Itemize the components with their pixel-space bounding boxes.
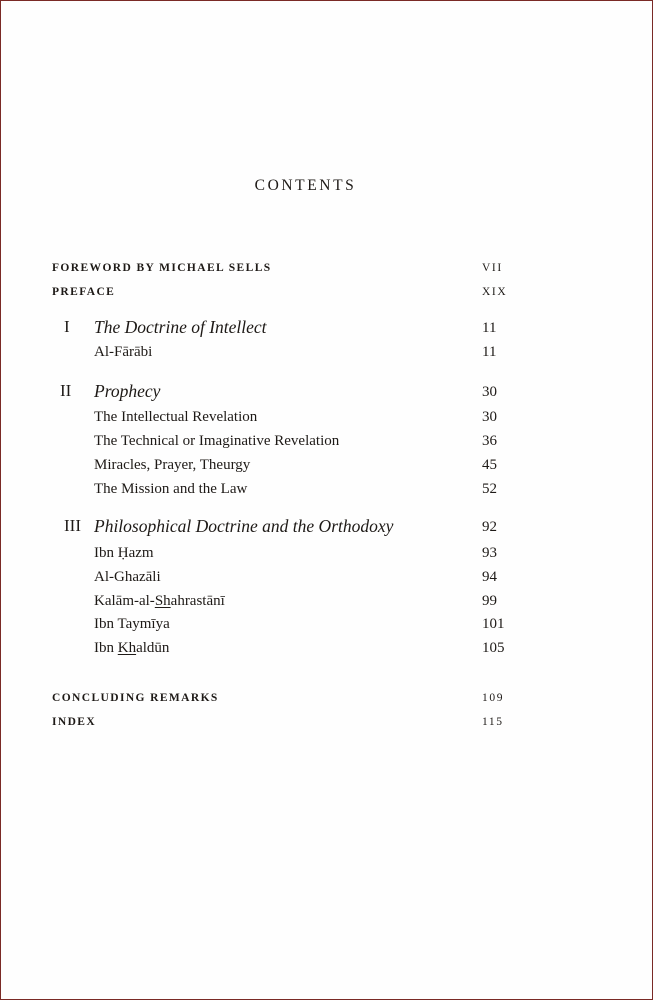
toc-section	[1, 406, 653, 430]
chapter-title: Prophecy	[94, 381, 161, 401]
chapter-page: 11	[482, 320, 497, 336]
toc-section	[1, 478, 653, 502]
section-title: Miracles, Prayer, Theurgy	[94, 457, 251, 473]
entry-page: VII	[482, 262, 503, 274]
section-title: Kalām-al-Shahrastānī	[94, 593, 225, 609]
section-page: 105	[482, 640, 505, 656]
entry-title: CONCLUDING REMARKS	[52, 692, 219, 704]
contents-heading: CONTENTS	[254, 177, 357, 194]
toc-entry-concluding-remarks	[1, 688, 653, 712]
toc-chapter-1	[1, 317, 653, 341]
section-title: Ibn Taymīya	[94, 616, 170, 632]
toc-section	[1, 454, 653, 478]
section-title: Ibn Khaldūn	[94, 640, 170, 656]
toc-section	[1, 566, 653, 590]
section-title: The Technical or Imaginative Revelation	[94, 433, 340, 449]
section-page: 94	[482, 569, 497, 585]
section-page: 36	[482, 433, 497, 449]
toc-chapter-2	[1, 381, 653, 405]
section-page: 52	[482, 481, 497, 497]
entry-title: PREFACE	[52, 286, 116, 298]
section-title: The Mission and the Law	[94, 481, 248, 497]
section-page: 99	[482, 593, 497, 609]
toc-entry-index	[1, 712, 653, 736]
chapter-title: Philosophical Doctrine and the Orthodoxy	[94, 516, 394, 536]
entry-page: XIX	[482, 286, 508, 298]
chapter-page: 92	[482, 519, 497, 535]
entry-page: 115	[482, 716, 504, 728]
entry-page: 109	[482, 692, 505, 704]
toc-entry-preface	[1, 282, 653, 306]
chapter-numeral: I	[64, 317, 70, 336]
entry-title: FOREWORD BY MICHAEL SELLS	[52, 262, 272, 274]
section-title: Al-Fārābi	[94, 344, 153, 360]
section-page: 101	[482, 616, 505, 632]
chapter-numeral: II	[60, 381, 72, 400]
toc-section	[1, 430, 653, 454]
entry-title: INDEX	[52, 716, 97, 728]
section-title: Al-Ghazāli	[94, 569, 161, 585]
toc-section	[1, 341, 653, 365]
toc-section	[1, 590, 653, 614]
chapter-page: 30	[482, 384, 497, 400]
section-page: 30	[482, 409, 497, 425]
chapter-numeral: III	[64, 516, 81, 535]
section-title: The Intellectual Revelation	[94, 409, 258, 425]
toc-section	[1, 637, 653, 661]
section-page: 45	[482, 457, 497, 473]
section-title: Ibn Ḥazm	[94, 545, 154, 561]
toc-entry-foreword	[1, 258, 653, 282]
chapter-title: The Doctrine of Intellect	[94, 317, 267, 337]
toc-section	[1, 613, 653, 637]
section-page: 93	[482, 545, 497, 561]
toc-section	[1, 542, 653, 566]
section-page: 11	[482, 344, 497, 360]
toc-chapter-3	[1, 516, 653, 540]
